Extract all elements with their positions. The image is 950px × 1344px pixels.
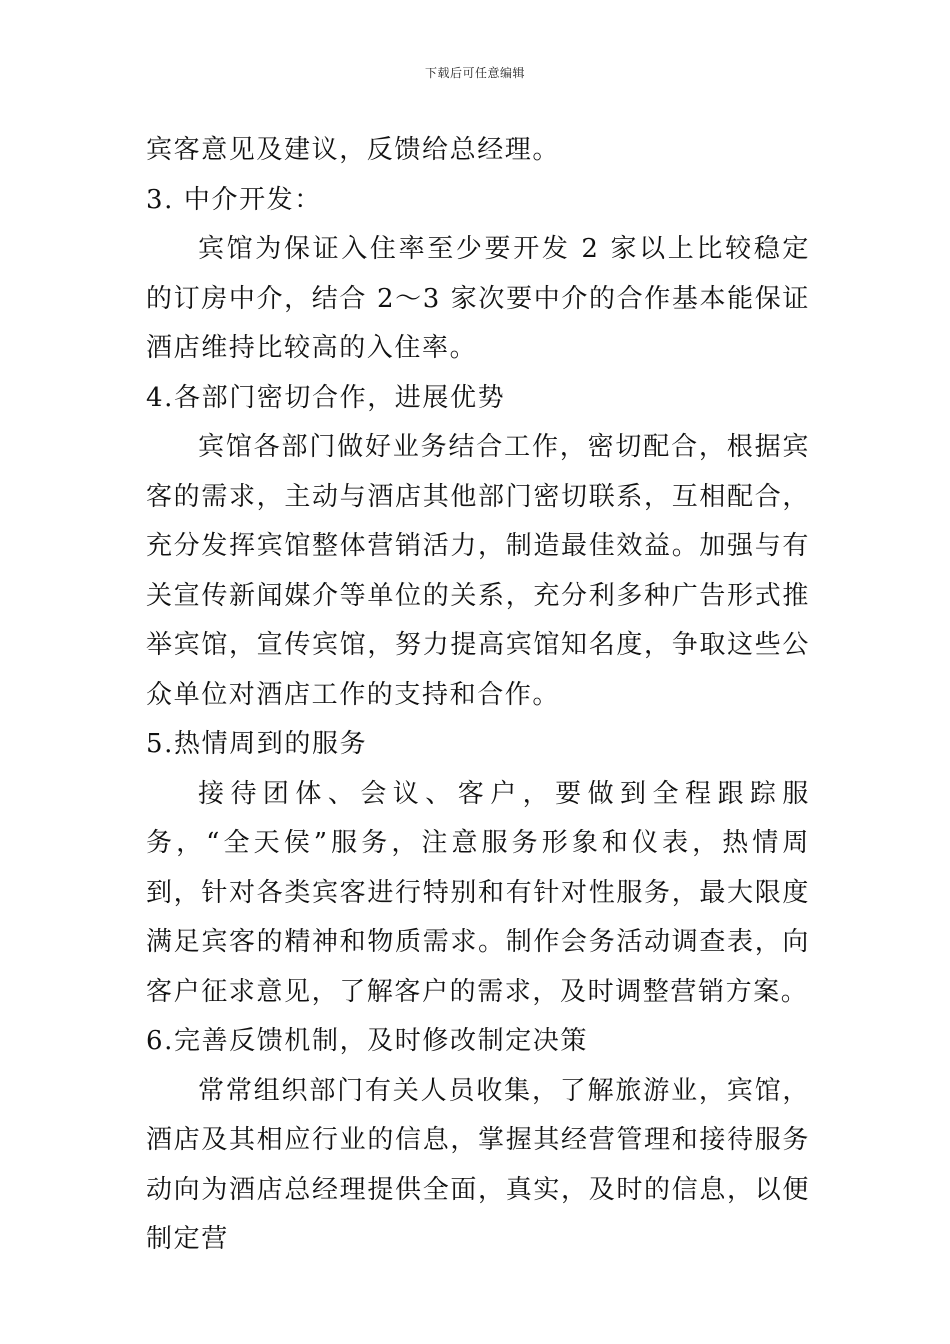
paragraph-warm-service: 接待团体、会议、客户，要做到全程跟踪服务，“全天侯”服务，注意服务形象和仪表，热情周到，针对各类宾客进行特别和有针对性服务，最大限度满足宾客的精神和物质需求。制作会务活动调查表，向客户征求意见，了解客户的需求，及时调整营销方案。 [146, 778, 810, 1007]
paragraph-continuation: 宾客意见及建议，反馈给总经理。 [146, 135, 561, 165]
paragraph-department-cooperation: 宾馆各部门做好业务结合工作，密切配合，根据宾客的需求，主动与酒店其他部门密切联系，互相配合，充分发挥宾馆整体营销活力，制造最佳效益。加强与有关宣传新闻媒介等单位的关系，充分利多种广告形式推举宾馆，宣传宾馆，努力提高宾馆知名度，争取这些公众单位对酒店工作的支持和合作。 [146, 432, 810, 710]
section-heading-warm-service: 5.热情周到的服务 [146, 729, 368, 759]
section-heading-agency-development: 3. 中介开发： [146, 184, 322, 215]
section-heading-department-cooperation: 4.各部门密切合作，进展优势 [146, 382, 506, 413]
page-header: 下载后可任意编辑 [424, 66, 525, 80]
section-heading-feedback-mechanism: 6.完善反馈机制，及时修改制定决策 [146, 1026, 589, 1056]
paragraph-agency-development: 宾馆为保证入住率至少要开发 2 家以上比较稳定的订房中介，结合 2～3 家次要中介的合作基本能保证酒店维持比较高的入住率。 [146, 234, 810, 363]
paragraph-feedback-mechanism: 常常组织部门有关人员收集，了解旅游业，宾馆，酒店及其相应行业的信息，掌握其经营管理和接待服务动向为酒店总经理提供全面，真实，及时的信息，以便制定营 [146, 1075, 810, 1254]
document-body [146, 126, 810, 1265]
